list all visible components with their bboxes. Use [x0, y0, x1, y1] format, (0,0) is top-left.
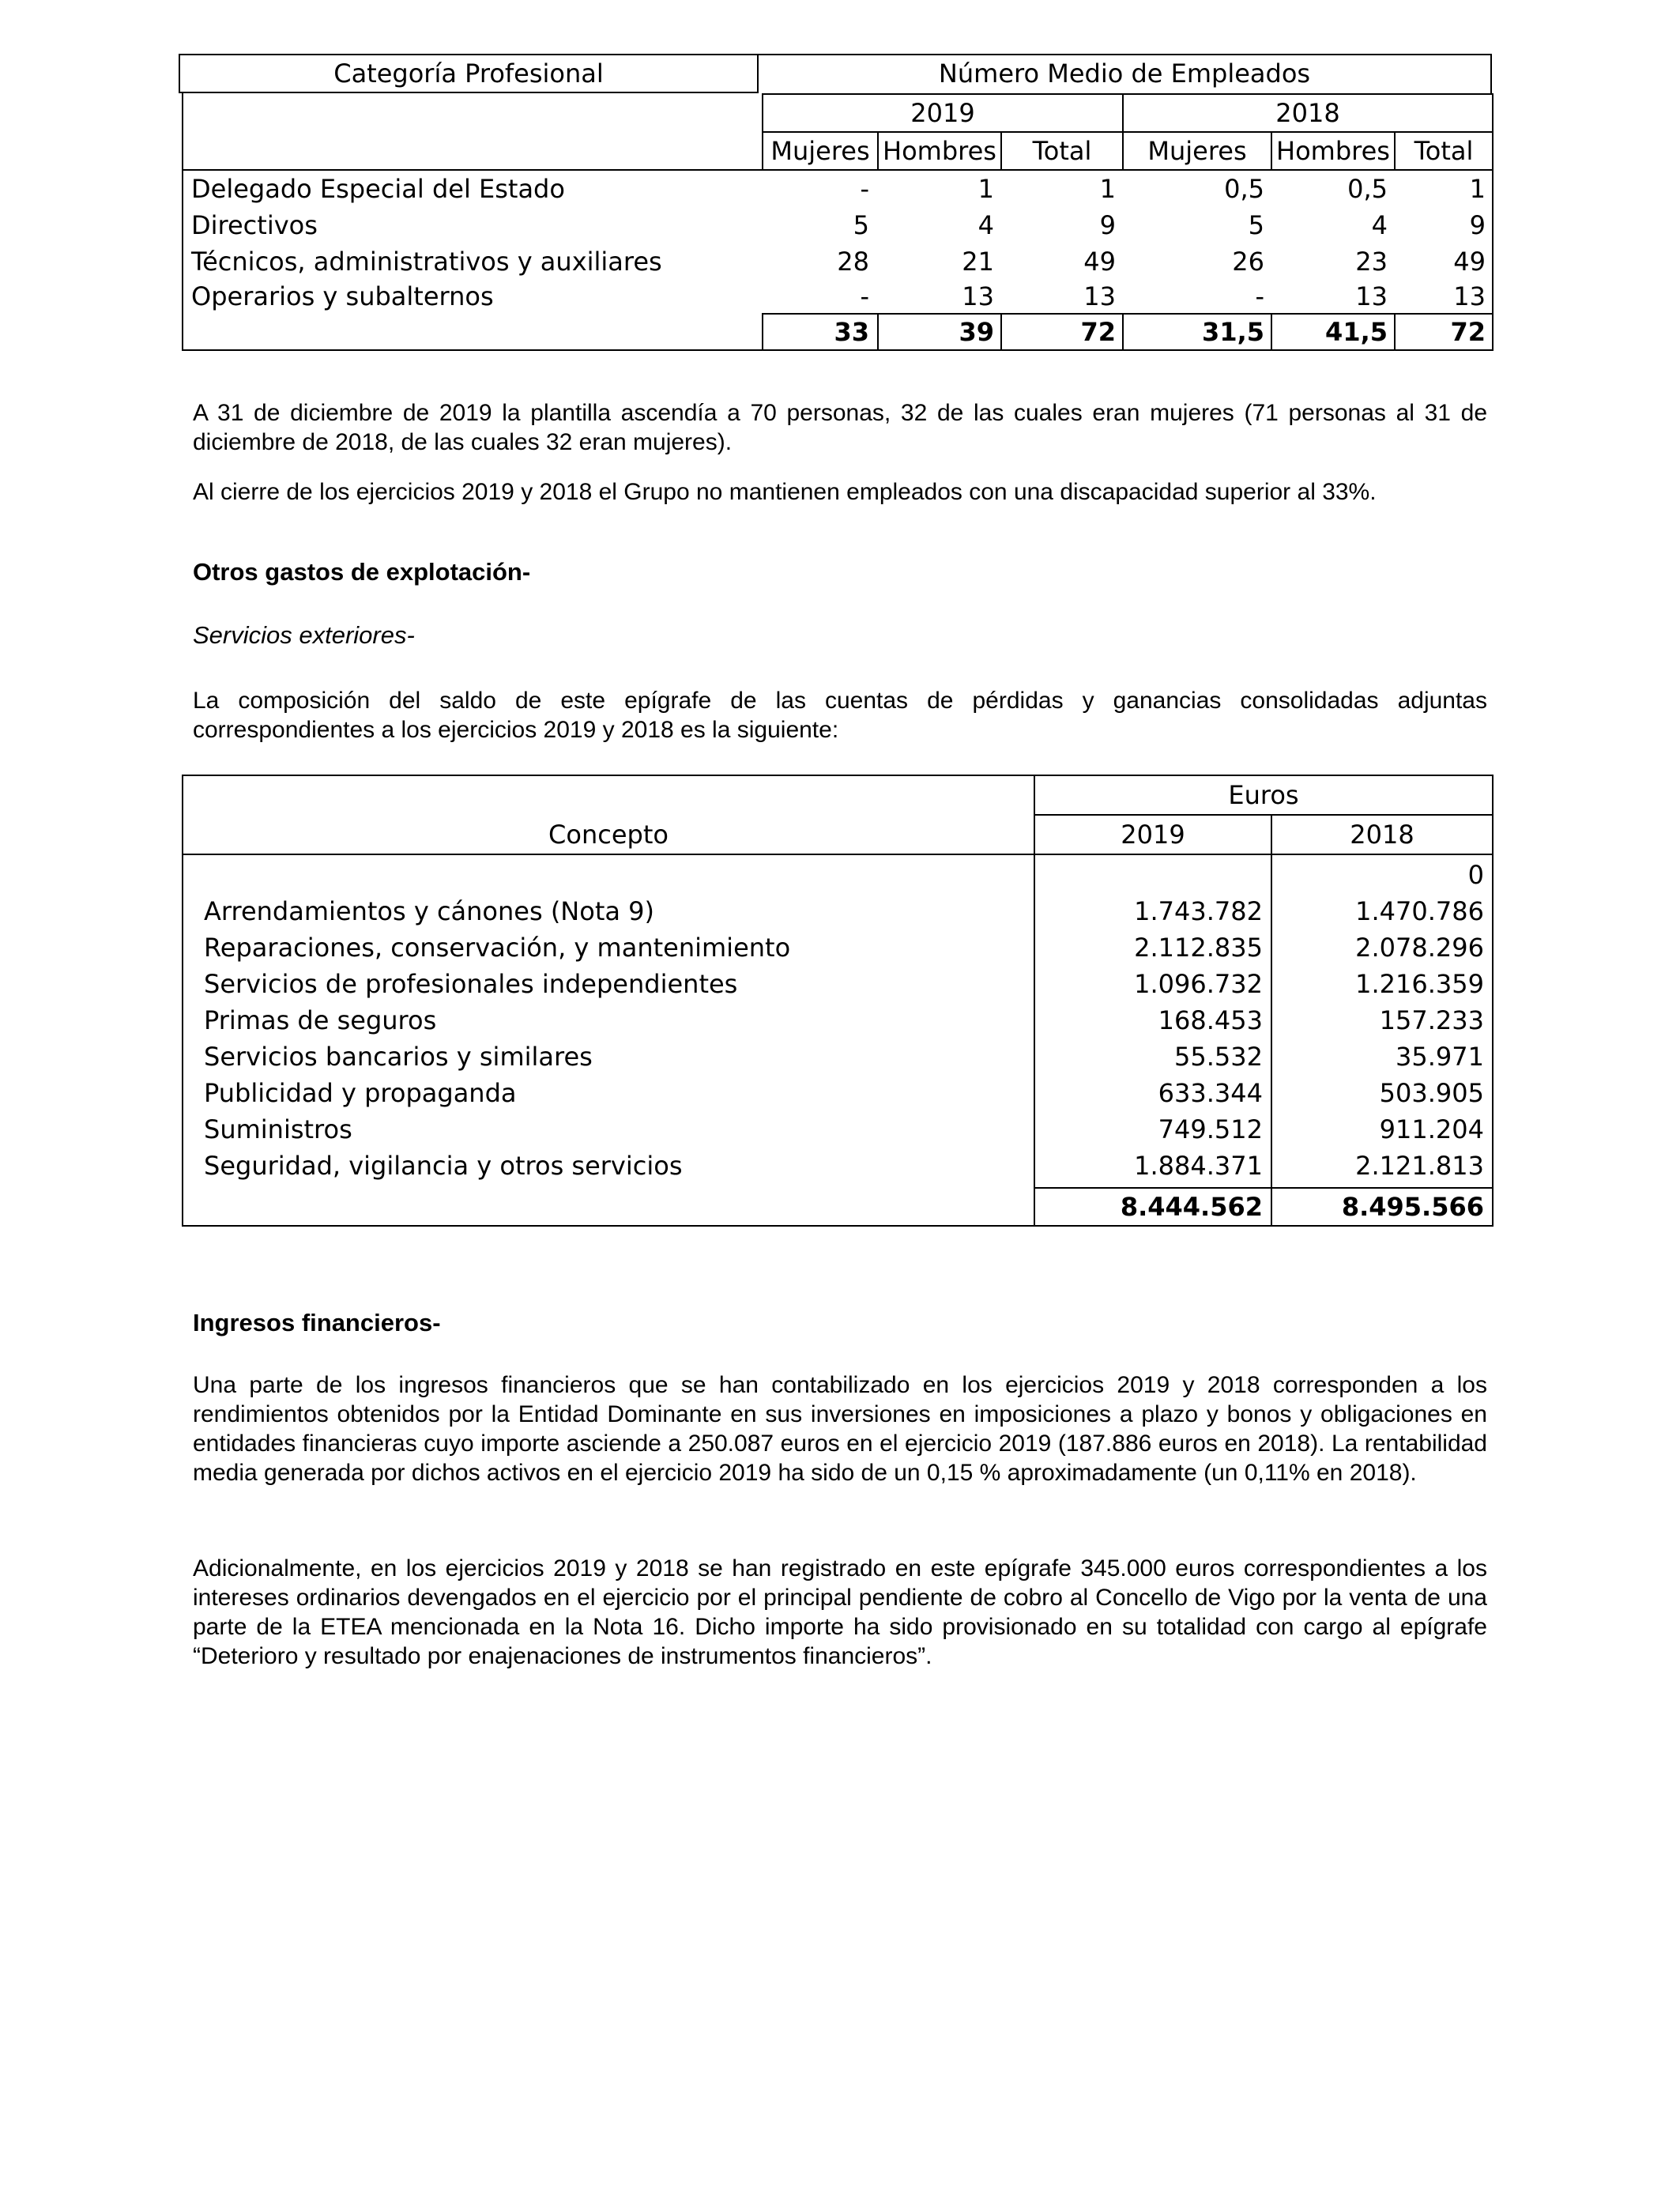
row-label: Suministros — [204, 1114, 352, 1144]
row-value: 4 — [977, 210, 994, 240]
row-value: - — [860, 174, 869, 204]
row-value-2019: 1.884.371 — [1134, 1151, 1263, 1181]
paragraph-ingresos-2: Adicionalmente, en los ejercicios 2019 y 2018 se han registrado en este epígrafe 345.000 euros correspondientes a los intereses ordinarios devengados en el ejercicio por el principal pendiente de cobro al Concello de Vigo por la venta de una parte de la ETEA mencionada en la Nota 16. Dicho importe ha sido provisionado en su totalidad con cargo al epígrafe “Deterioro y resultado por enajenaciones de instrumentos financieros”. — [193, 1555, 1487, 1669]
total-value: 41,5 — [1325, 317, 1388, 347]
table-border — [182, 854, 1492, 855]
row-value: - — [1255, 281, 1264, 311]
row-label: Reparaciones, conservación, y mantenimiento — [204, 933, 791, 963]
section-heading-ingresos: Ingresos financieros- — [193, 1309, 441, 1336]
subheader: Mujeres — [1147, 136, 1247, 166]
row-value-2018: 2.078.296 — [1355, 933, 1484, 963]
total-2018: 8.495.566 — [1341, 1192, 1484, 1222]
row-value-2018: 157.233 — [1379, 1005, 1484, 1035]
row-value: 28 — [837, 247, 869, 277]
total-value: 39 — [959, 317, 994, 347]
row-value: 0,5 — [1224, 174, 1264, 204]
total-value: 72 — [1080, 317, 1116, 347]
row-value-2019: 749.512 — [1158, 1114, 1263, 1144]
row-value: 26 — [1232, 247, 1264, 277]
header-year-2019: 2019 — [910, 98, 975, 128]
row-value-2019: 633.344 — [1158, 1078, 1263, 1108]
row-value: 23 — [1355, 247, 1388, 277]
paragraph-composicion: La composición del saldo de este epígrafe de las cuentas de pérdidas y ganancias consolidadas adjuntas correspondientes a los ejercicios 2019 y 2018 es la siguiente: — [193, 688, 1487, 743]
row-label: Operarios y subalternos — [191, 281, 494, 311]
row-value-2019: 55.532 — [1174, 1042, 1263, 1072]
table-border — [182, 775, 1494, 776]
row-value: 1 — [1099, 174, 1116, 204]
row-value: 21 — [962, 247, 994, 277]
row-value: 0,5 — [1347, 174, 1388, 204]
subheader: Total — [1414, 136, 1474, 166]
header-category: Categoría Profesional — [333, 58, 604, 89]
row-label: Primas de seguros — [204, 1005, 437, 1035]
header-year-2018: 2018 — [1350, 820, 1414, 850]
row-value: 5 — [1248, 210, 1264, 240]
total-value: 33 — [834, 317, 869, 347]
subheader: Hombres — [883, 136, 996, 166]
header-euros: Euros — [1228, 780, 1299, 810]
row-value: 9 — [1469, 210, 1486, 240]
header-year-2019: 2019 — [1121, 820, 1185, 850]
row-value: 1 — [1469, 174, 1486, 204]
row-value-2019: 2.112.835 — [1134, 933, 1263, 963]
row-value-2019: 1.096.732 — [1134, 969, 1263, 999]
paragraph-staff-count: A 31 de diciembre de 2019 la plantilla ascendía a 70 personas, 32 de las cuales eran mujeres (71 personas al 31 de diciembre de 2018, de las cuales 32 eran mujeres). — [193, 400, 1487, 455]
row-value-2018: 1.216.359 — [1355, 969, 1484, 999]
row-value: 13 — [1083, 281, 1116, 311]
total-2019: 8.444.562 — [1120, 1192, 1263, 1222]
subheader: Mujeres — [770, 136, 870, 166]
row-value-2018: 1.470.786 — [1355, 896, 1484, 926]
total-value: 72 — [1450, 317, 1486, 347]
header-main: Número Medio de Empleados — [938, 58, 1311, 89]
table-border — [182, 1225, 1494, 1227]
paragraph-ingresos-1: Una parte de los ingresos financieros que se han contabilizado en los ejercicios 2019 y 2018 corresponden a los rendimientos obtenidos por la Entidad Dominante en sus inversiones en imposiciones a plazo y bonos y obligaciones en entidades financieras cuyo importe asciende a 250.087 euros en el ejercicio 2019 (187.886 euros en 2018). La rentabilidad media generada por dichos activos en el ejercicio 2019 ha sido de un 0,15 % aproximadamente (un 0,11% en 2018). — [193, 1372, 1487, 1486]
row-value: 49 — [1453, 247, 1486, 277]
row-value-2018: 503.905 — [1379, 1078, 1484, 1108]
row-label: Técnicos, administrativos y auxiliares — [191, 247, 662, 277]
row-value: 9 — [1099, 210, 1116, 240]
row-value: 13 — [1453, 281, 1486, 311]
row-value: 13 — [1355, 281, 1388, 311]
row-value-2019: 168.453 — [1158, 1005, 1263, 1035]
stray-value: 0 — [1467, 860, 1484, 890]
row-value-2018: 2.121.813 — [1355, 1151, 1484, 1181]
row-value: 4 — [1371, 210, 1388, 240]
subsection-heading-servicios: Servicios exteriores- — [193, 621, 415, 649]
row-value: 5 — [853, 210, 869, 240]
header-concept: Concepto — [548, 820, 669, 850]
row-value: 49 — [1083, 247, 1116, 277]
row-label: Seguridad, vigilancia y otros servicios — [204, 1151, 683, 1181]
row-value: 1 — [977, 174, 994, 204]
row-label: Arrendamientos y cánones (Nota 9) — [204, 896, 654, 926]
paragraph-disability: Al cierre de los ejercicios 2019 y 2018 el Grupo no mantienen empleados con una discapacidad superior al 33%. — [193, 479, 1377, 505]
total-value: 31,5 — [1202, 317, 1264, 347]
table-border — [1492, 775, 1494, 1227]
subheader: Hombres — [1276, 136, 1390, 166]
subheader: Total — [1032, 136, 1092, 166]
row-label: Servicios bancarios y similares — [204, 1042, 593, 1072]
row-value-2018: 35.971 — [1396, 1042, 1484, 1072]
row-value: - — [860, 281, 869, 311]
row-label: Servicios de profesionales independientes — [204, 969, 738, 999]
row-value: 13 — [962, 281, 994, 311]
header-year-2018: 2018 — [1275, 98, 1340, 128]
table-border — [1034, 814, 1492, 816]
row-label: Publicidad y propaganda — [204, 1078, 517, 1108]
row-label: Directivos — [191, 210, 318, 240]
row-value-2018: 911.204 — [1379, 1114, 1484, 1144]
row-label: Delegado Especial del Estado — [191, 174, 565, 204]
section-heading-otros-gastos: Otros gastos de explotación- — [193, 558, 531, 586]
row-value-2019: 1.743.782 — [1134, 896, 1263, 926]
